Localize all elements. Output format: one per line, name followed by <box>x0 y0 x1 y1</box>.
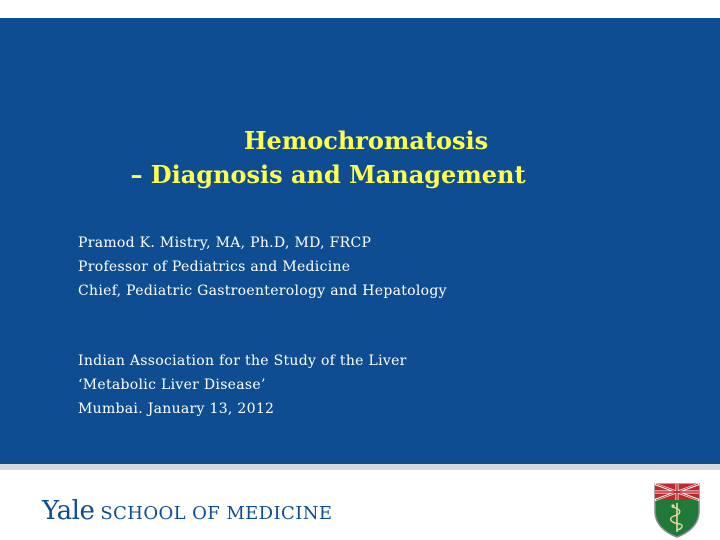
logo-school-text: SCHOOL OF MEDICINE <box>100 503 333 524</box>
slide-title <box>0 124 720 192</box>
event-place-date: Mumbai. January 13, 2012 <box>78 401 275 417</box>
presenter-block <box>78 231 447 303</box>
title-line-2: – Diagnosis and Management <box>130 160 526 189</box>
title-line-1: Hemochromatosis <box>243 126 489 155</box>
yale-medicine-shield-icon <box>652 481 702 539</box>
presenter-name: Pramod K. Mistry, MA, Ph.D, MD, FRCP <box>78 235 372 251</box>
footer-divider <box>0 464 720 470</box>
event-topic: ‘Metabolic Liver Disease’ <box>78 377 266 393</box>
presenter-title: Professor of Pediatrics and Medicine <box>78 259 351 275</box>
top-strip <box>0 0 720 18</box>
presenter-role: Chief, Pediatric Gastroenterology and Hepatology <box>78 283 447 299</box>
yale-school-of-medicine-logo <box>42 496 332 526</box>
event-block <box>78 349 407 421</box>
event-organization: Indian Association for the Study of the Liver <box>78 353 407 369</box>
logo-yale-text: Yale <box>42 496 95 526</box>
